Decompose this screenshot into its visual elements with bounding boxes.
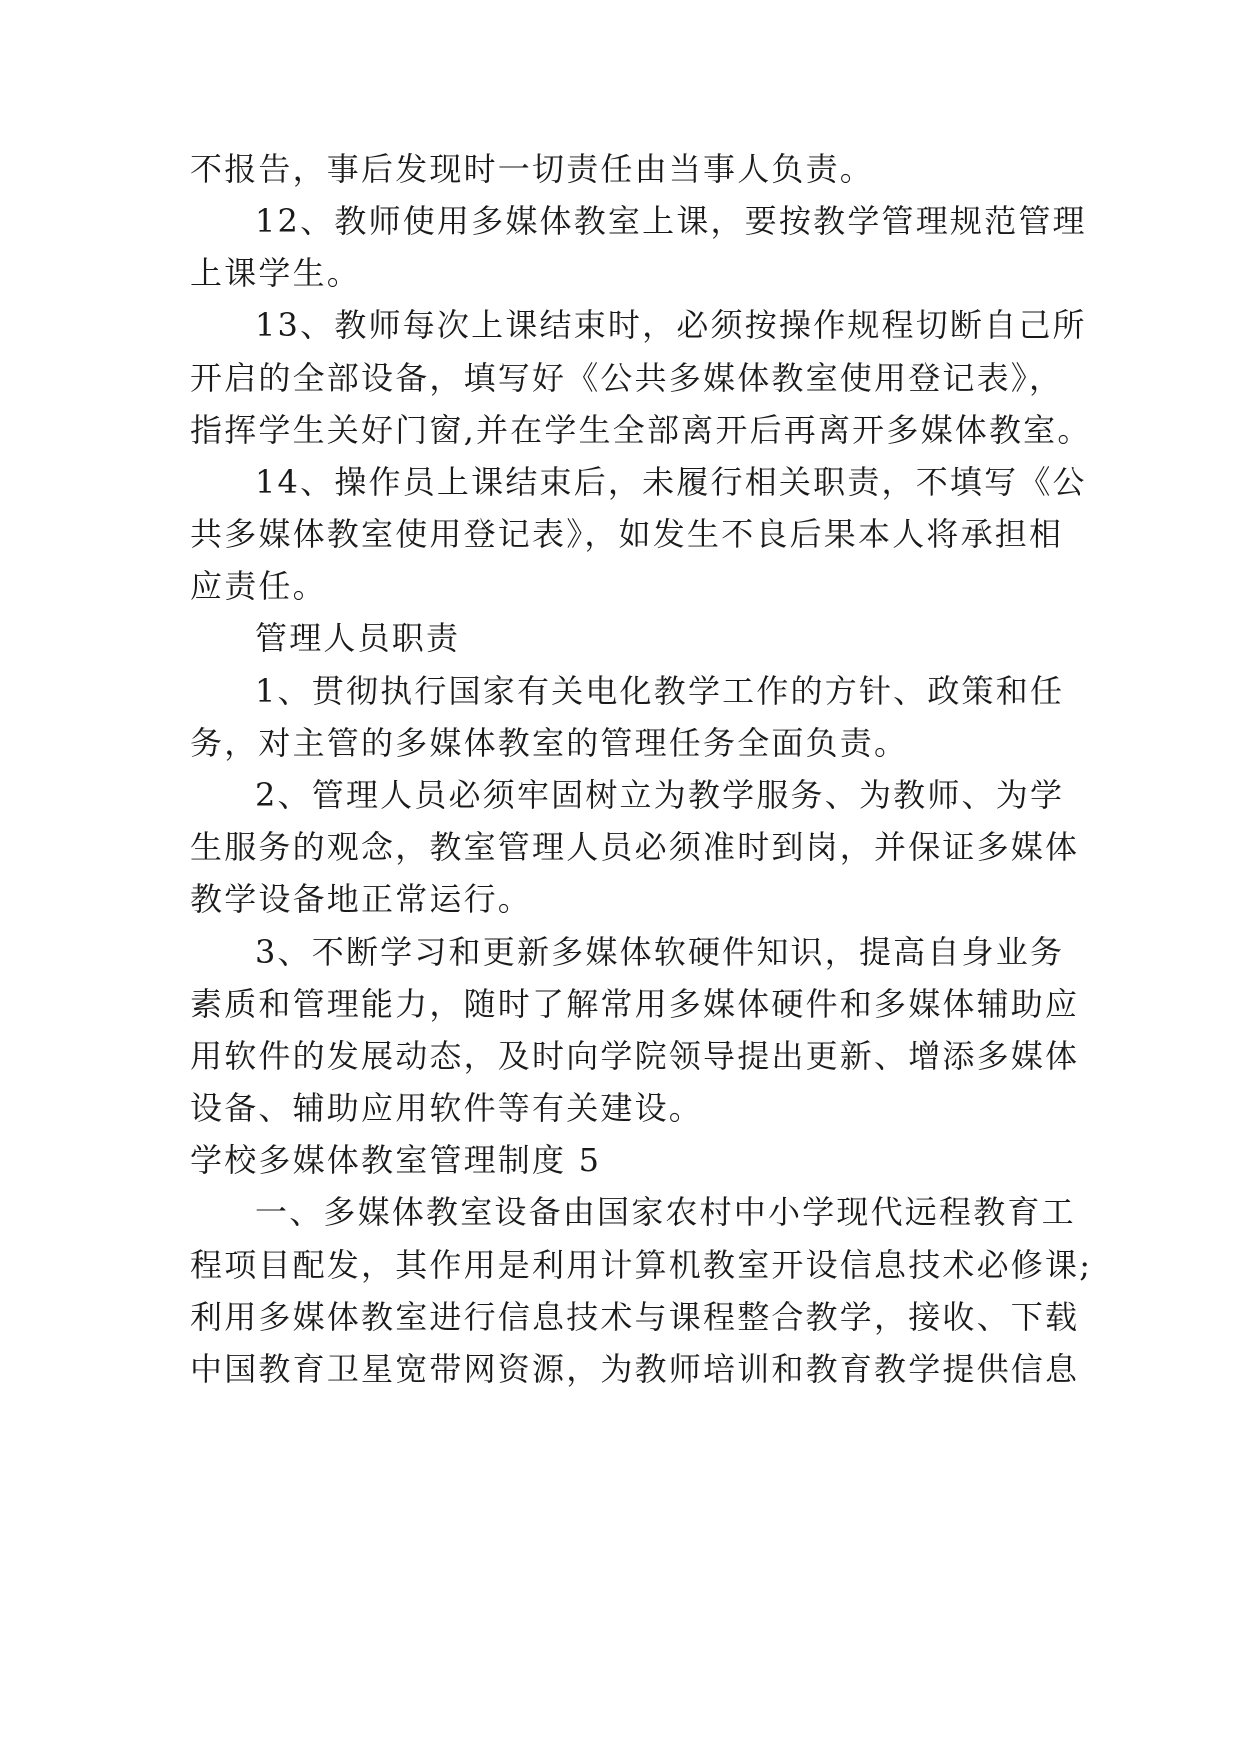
text-line: 上课学生。 <box>190 254 362 292</box>
section-heading: 管理人员职责 <box>255 619 461 657</box>
text-line: 14、操作员上课结束后，未履行相关职责，不填写《公 <box>255 463 1087 501</box>
text-line: 设备、辅助应用软件等有关建设。 <box>190 1089 704 1127</box>
text-line: 13、教师每次上课结束时，必须按操作规程切断自己所 <box>255 306 1087 344</box>
text-line: 2、管理人员必须牢固树立为教学服务、为教师、为学 <box>255 776 1065 814</box>
text-line: 生服务的观念，教室管理人员必须准时到岗，并保证多媒体 <box>190 828 1080 866</box>
text-line: 指挥学生关好门窗,并在学生全部离开后再离开多媒体教室。 <box>190 411 1092 449</box>
text-line: 中国教育卫星宽带网资源，为教师培训和教育教学提供信息 <box>190 1350 1080 1388</box>
text-line: 程项目配发，其作用是利用计算机教室开设信息技术必修课; <box>190 1246 1093 1284</box>
text-line: 教学设备地正常运行。 <box>190 880 533 918</box>
text-line: 1、贯彻执行国家有关电化教学工作的方针、政策和任 <box>255 672 1065 710</box>
document-title: 学校多媒体教室管理制度 5 <box>190 1141 602 1179</box>
text-line: 12、教师使用多媒体教室上课，要按教学管理规范管理 <box>255 202 1087 240</box>
text-line: 应责任。 <box>190 567 327 605</box>
text-line: 3、不断学习和更新多媒体软硬件知识，提高自身业务 <box>255 933 1065 971</box>
text-line: 不报告，事后发现时一切责任由当事人负责。 <box>190 150 875 188</box>
text-line: 素质和管理能力，随时了解常用多媒体硬件和多媒体辅助应 <box>190 985 1080 1023</box>
text-line: 共多媒体教室使用登记表》，如发生不良后果本人将承担相 <box>190 515 1064 553</box>
text-line: 开启的全部设备，填写好《公共多媒体教室使用登记表》， <box>190 359 1064 397</box>
text-line: 务，对主管的多媒体教室的管理任务全面负责。 <box>190 724 909 762</box>
text-line: 一、多媒体教室设备由国家农村中小学现代远程教育工 <box>255 1193 1076 1231</box>
text-line: 利用多媒体教室进行信息技术与课程整合教学，接收、下载 <box>190 1298 1080 1336</box>
text-line: 用软件的发展动态，及时向学院领导提出更新、增添多媒体 <box>190 1037 1080 1075</box>
